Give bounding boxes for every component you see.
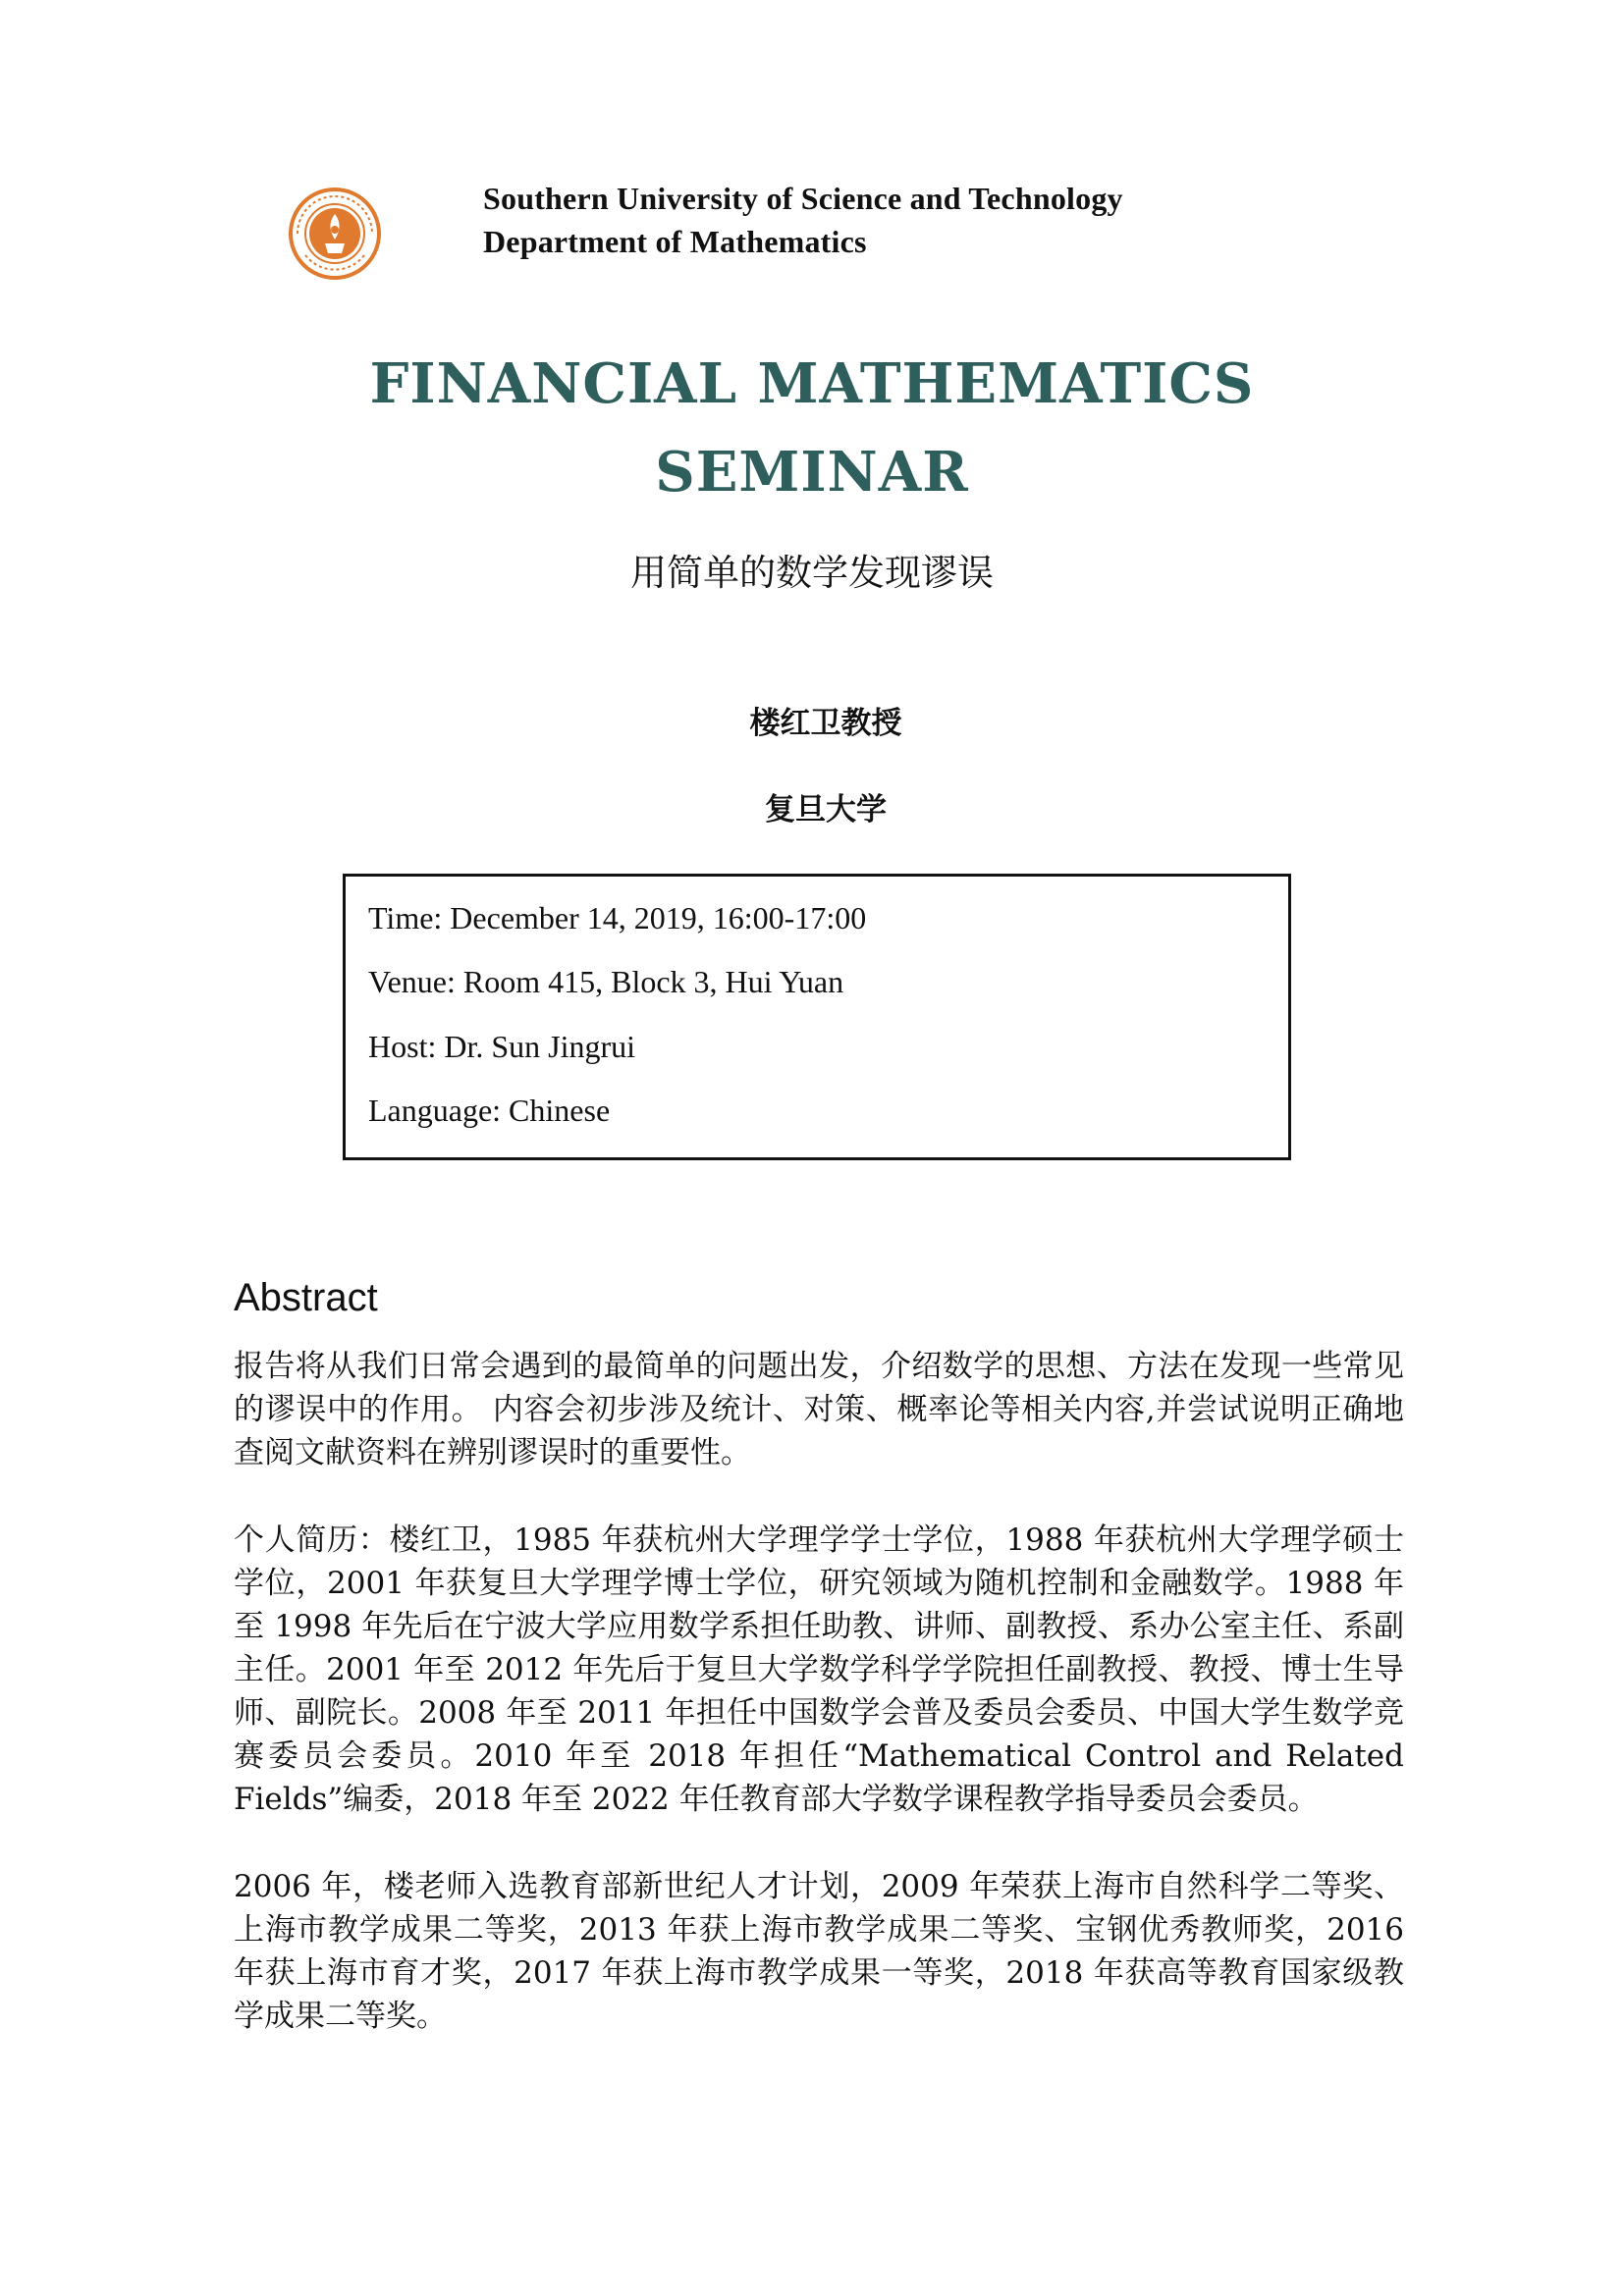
speaker-affiliation: 复旦大学	[765, 792, 887, 828]
event-language: Language: Chinese	[368, 1093, 611, 1128]
event-info-box	[343, 874, 1291, 1160]
abstract-heading: Abstract	[234, 1276, 378, 1319]
speaker-bio-paragraph: 个人简历：楼红卫，1985 年获杭州大学理学学士学位，1988 年获杭州大学理学硕士学位，2001 年获复旦大学理学博士学位，研究领域为随机控制和金融数学。1988 年至 1998 年先后在宁波大学应用数学系担任助教、讲师、副教授、系办公室主任、系副主任。2001 年至 2012 年先后于复旦大学数学科学学院担任副教授、教授、博士生导师、副院长。2008 年至 2011 年担任中国数学会普及委员会委员、中国大学生数学竞赛委员会委员。2010 年至 2018 年担任“Mathematical Control and Related Fields”编委，2018 年至 2022 年任教育部大学数学课程教学指导委员会委员。	[234, 1522, 1404, 1817]
event-time: Time: December 14, 2019, 16:00-17:00	[368, 900, 867, 935]
department-name: Department of Mathematics	[483, 224, 867, 259]
university-logo	[288, 187, 382, 281]
abstract-paragraph: 报告将从我们日常会遇到的最简单的问题出发，介绍数学的思想、方法在发现一些常见的谬误中的作用。 内容会初步涉及统计、对策、概率论等相关内容,并尝试说明正确地查阅文献资料在辨别谬误时的重要性。	[234, 1349, 1404, 1470]
event-venue: Venue: Room 415, Block 3, Hui Yuan	[368, 964, 844, 999]
sustech-university-seal-icon	[288, 187, 382, 281]
university-name: Southern University of Science and Technology	[483, 181, 1123, 216]
seminar-title-line-1: FINANCIAL MATHEMATICS	[369, 351, 1255, 416]
speaker-name: 楼红卫教授	[749, 706, 902, 741]
seminar-title-line-2: SEMINAR	[655, 440, 969, 505]
speaker-awards-paragraph: 2006 年，楼老师入选教育部新世纪人才计划，2009 年荣获上海市自然科学二等奖、上海市教学成果二等奖，2013 年获上海市教学成果二等奖、宝钢优秀教师奖，2016 年获上海市育才奖，2017 年获上海市教学成果一等奖，2018 年获高等教育国家级教学成果二等奖。	[234, 1869, 1404, 2034]
talk-title: 用简单的数学发现谬误	[630, 552, 994, 594]
event-host: Host: Dr. Sun Jingrui	[368, 1029, 636, 1064]
